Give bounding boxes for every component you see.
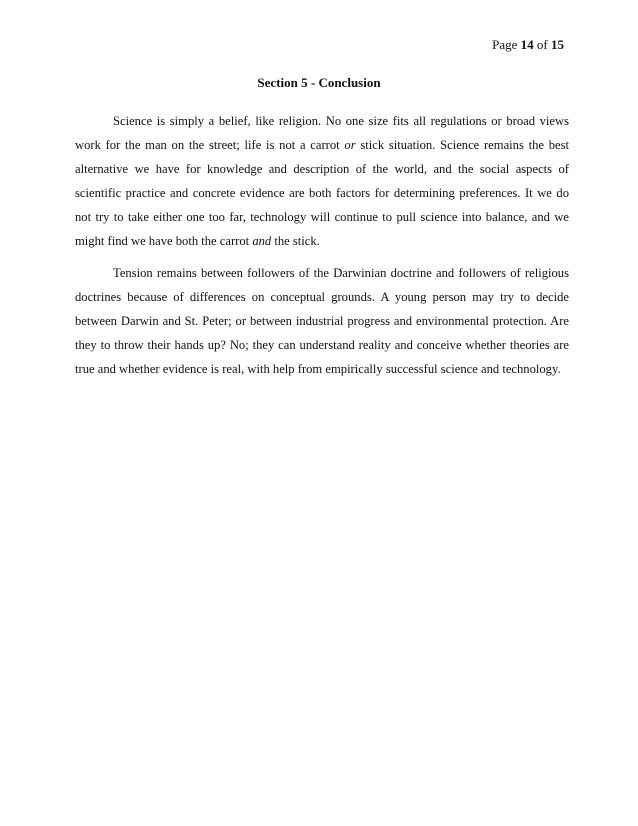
- paragraph-line: scientific practice and concrete evidence are both factors for determining preferences. It we do: [75, 186, 569, 200]
- paragraph-line: [75, 133, 569, 157]
- paragraph-line: between Darwin and St. Peter; or between industrial progress and environmental protection. Are: [75, 314, 569, 328]
- paragraph-line: Tension remains between followers of the Darwinian doctrine and followers of religious: [113, 266, 569, 280]
- line-text: work for the man on the street; life is not a carrot: [75, 138, 345, 152]
- page-number-prefix: Page: [492, 37, 518, 52]
- paragraph-line: doctrines because of differences on conceptual grounds. A young person may try to decide: [75, 290, 569, 304]
- paragraph-line: they to throw their hands up? No; they can understand reality and conceive whether theories are: [75, 338, 569, 352]
- line-text: might find we have both the carrot: [75, 234, 253, 248]
- paragraph-line: alternative we have for knowledge and description of the world, and the social aspects of: [75, 162, 569, 176]
- page-number-current: 14: [520, 37, 534, 52]
- body-text: [75, 109, 569, 389]
- paragraph-line: [75, 229, 569, 253]
- emphasis-text: or: [344, 138, 356, 152]
- page-number-of: of: [536, 37, 548, 52]
- paragraph-line: Science is simply a belief, like religion. No one size fits all regulations or broad views: [113, 114, 569, 128]
- paragraph-1: [75, 109, 569, 253]
- paragraph-line: not try to take either one too far, technology will continue to pull science into balance, and we: [75, 210, 569, 224]
- line-text: the stick.: [271, 234, 320, 248]
- page-number-total: 15: [551, 37, 564, 52]
- section-title: Section 5 - Conclusion: [257, 75, 381, 90]
- line-text: stick situation. Science remains the best: [355, 138, 569, 152]
- paragraph-2: [75, 261, 569, 381]
- paragraph-line: true and whether evidence is real, with help from empirically successful science and technology.: [75, 362, 561, 376]
- emphasis-text: and: [252, 234, 272, 248]
- page-number: [492, 37, 564, 53]
